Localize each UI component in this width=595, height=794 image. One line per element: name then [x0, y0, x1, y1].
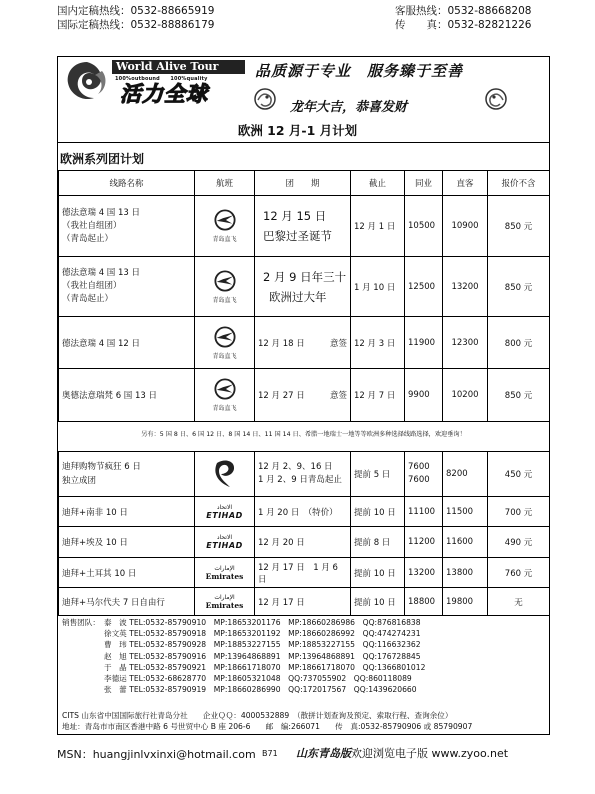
air-china-phoenix-icon	[208, 458, 242, 488]
footer-website: 山东青岛版欢迎浏览电子版 www.zyoo.net	[296, 747, 509, 760]
dates-cell: 1 月 20 日 （特价）	[255, 497, 351, 527]
extra-cost-cell: 700 元	[488, 497, 550, 527]
dates-cell: 12 月 15 日 巴黎过圣诞节	[255, 196, 351, 257]
direct-price-cell: 10200	[443, 369, 488, 422]
europe-tour-table	[58, 170, 550, 422]
direct-price-cell: 19800	[443, 588, 488, 616]
sales-contact: 于 晶 TEL:0532-85790921 MP:18661718070 MP:18661718070 QQ:1366801012	[104, 662, 426, 672]
header-extra: 报价不含	[488, 171, 550, 196]
table-row	[59, 527, 550, 558]
visa-note: 意签	[329, 391, 347, 401]
lufthansa-crane-icon	[209, 209, 241, 231]
route-cell: 迪拜+南非 10 日	[59, 497, 195, 527]
deadline-cell: 12 月 7 日	[351, 369, 405, 422]
visa-note: 意签	[329, 338, 347, 349]
lufthansa-crane-icon	[209, 326, 241, 348]
extra-cost-cell: 无	[488, 588, 550, 616]
lufthansa-crane-icon	[209, 270, 241, 292]
fax-line: 传 真：0532-82821226	[395, 19, 532, 31]
deadline-cell: 12 月 1 日	[351, 196, 405, 257]
trade-price-cell: 13200	[405, 558, 443, 588]
company-address: 地址：青岛市市南区香港中路 6 号世贸中心 B 座 206-6 邮 编:266071 传 真:0532-85790906 或 85790907	[62, 722, 473, 731]
direct-price-cell: 11600	[443, 527, 488, 558]
sales-contact: 泰 波 TEL:0532-85790910 MP:18653201176 MP:18660286986 QQ:876816838	[104, 618, 421, 627]
header-deadline: 截止	[351, 171, 405, 196]
logo-tagline: 100%outbound 100%quality	[115, 76, 208, 82]
divider	[58, 142, 549, 143]
new-year-greeting: 龙年大吉，恭喜发财	[290, 100, 408, 115]
header-direct-price: 直客	[443, 171, 488, 196]
table-row	[59, 369, 550, 422]
direct-price-cell: 10900	[443, 196, 488, 257]
dates-cell: 12 月 17 日 1 月 6 日	[255, 558, 351, 588]
route-cell: 迪拜+埃及 10 日	[59, 527, 195, 558]
trade-price-cell: 10500	[405, 196, 443, 257]
extra-cost-cell: 850 元	[488, 369, 550, 422]
airline-cell: 青岛直飞	[195, 369, 255, 422]
domestic-hotline: 国内定稿热线：0532-88665919	[57, 5, 215, 17]
sales-contact: 李德运 TEL:0532-68628770 MP:18605321048 QQ:737055902 QQ:860118089	[104, 674, 412, 683]
table-row	[59, 497, 550, 527]
route-cell: 德法意瑞 4 国 13 日 （我社自组团） （青岛起止）	[59, 257, 195, 317]
trade-price-cell: 7600 7600	[405, 452, 443, 497]
emirates-logo: الإمارات Emirates	[195, 558, 255, 588]
table-row	[59, 558, 550, 588]
deadline-cell: 提前 10 日	[351, 558, 405, 588]
dragon-decoration-icon	[483, 86, 509, 112]
dates-cell: 2 月 9 日年三十 欧洲过大年	[255, 257, 351, 317]
dates-cell: 12 月 17 日	[255, 588, 351, 616]
etihad-logo: الاتحاد ETIHAD	[195, 497, 255, 527]
table-row	[59, 452, 550, 497]
dubai-tour-table	[58, 451, 550, 616]
table-header-row	[59, 171, 550, 196]
dates-cell: 12 月 2、9、16 日 1 月 2、9 日青岛起止	[255, 452, 351, 497]
dates-cell: 12 月 20 日	[255, 527, 351, 558]
extra-cost-cell: 450 元	[488, 452, 550, 497]
lufthansa-crane-icon	[209, 378, 241, 400]
route-cell: 德法意瑞 4 国 13 日 （我社自组团） （青岛起止）	[59, 196, 195, 257]
extra-cost-cell: 490 元	[488, 527, 550, 558]
section-title: 欧洲系列团计划	[60, 152, 145, 166]
company-info: CITS 山东省中国国际旅行社青岛分社 企业ＱＱ：4000532889 （散拼计划查询及预定、索取行程、查询余位）	[62, 711, 453, 720]
route-cell: 奥德法意瑞梵 6 国 13 日	[59, 369, 195, 422]
extra-cost-cell: 850 元	[488, 257, 550, 317]
international-hotline: 国际定稿热线：0532-88886179	[57, 19, 215, 31]
route-cell: 迪拜+土耳其 10 日	[59, 558, 195, 588]
route-cell: 德法意瑞 4 国 12 日	[59, 317, 195, 369]
trade-price-cell: 12500	[405, 257, 443, 317]
header-dates: 团 期	[255, 171, 351, 196]
airline-cell: 青岛直飞	[195, 196, 255, 257]
trade-price-cell: 11900	[405, 317, 443, 369]
swirl-logo-icon	[62, 58, 112, 106]
header-trade-price: 同业	[405, 171, 443, 196]
table-row	[59, 196, 550, 257]
etihad-logo: الاتحاد ETIHAD	[195, 527, 255, 558]
header-route: 线路名称	[59, 171, 195, 196]
table-row	[59, 317, 550, 369]
deadline-cell: 12 月 3 日	[351, 317, 405, 369]
dragon-decoration-icon	[252, 86, 278, 112]
airline-cell: 青岛直飞	[195, 317, 255, 369]
route-cell: 迪拜+马尔代夫 7 日自由行	[59, 588, 195, 616]
msn-contact: MSN：huangjinlvxinxi@hotmail.com	[57, 748, 256, 761]
deadline-cell: 提前 10 日	[351, 588, 405, 616]
service-hotline: 客服热线：0532-88668208	[395, 5, 532, 17]
edition-brand: 山东青岛版	[296, 747, 351, 760]
trade-price-cell: 18800	[405, 588, 443, 616]
logo-chinese-name: 活力全球	[120, 82, 208, 106]
header-flight: 航班	[195, 171, 255, 196]
trade-price-cell: 11100	[405, 497, 443, 527]
route-cell: 迪拜购物节疯狂 6 日 独立成团	[59, 452, 195, 497]
dates-cell: 12 月 27 日 意签	[255, 369, 351, 422]
emirates-logo: الإمارات Emirates	[195, 588, 255, 616]
sales-contact: 徐文英 TEL:0532-85790918 MP:18653201192 MP:18660286992 QQ:474274231	[104, 629, 421, 639]
table-row	[59, 257, 550, 317]
company-logo	[60, 58, 247, 110]
direct-price-cell: 8200	[443, 452, 488, 497]
plan-title: 欧洲 12 月-1 月计划	[237, 123, 358, 138]
airline-cell: 青岛直飞	[195, 257, 255, 317]
deadline-cell: 提前 5 日	[351, 452, 405, 497]
extra-cost-cell: 850 元	[488, 196, 550, 257]
sales-contact: 曹 玮 TEL:0532-85790928 MP:18853227155 MP:18853227155 QQ:116632362	[104, 640, 421, 650]
slogan: 品质源于专业 服务臻于至善	[255, 62, 464, 80]
trade-price-cell: 9900	[405, 369, 443, 422]
extra-cost-cell: 760 元	[488, 558, 550, 588]
table-row	[59, 588, 550, 616]
direct-price-cell: 13800	[443, 558, 488, 588]
extra-cost-cell: 800 元	[488, 317, 550, 369]
deadline-cell: 1 月 10 日	[351, 257, 405, 317]
direct-price-cell: 13200	[443, 257, 488, 317]
sales-contact: 张 蕾 TEL:0532-85790919 MP:18660286990 QQ:172017567 QQ:1439620660	[104, 685, 417, 695]
airline-cell	[195, 452, 255, 497]
page-number: B71	[262, 749, 278, 758]
notice-text: 另有：5 国 8 日、6 国 12 日、8 国 14 日、11 国 14 日、希腊一地瑞士一地等等欧洲多种选择线路选择，欢迎垂询！	[58, 419, 549, 452]
deadline-cell: 提前 8 日	[351, 527, 405, 558]
deadline-cell: 提前 10 日	[351, 497, 405, 527]
sales-contact: 赵 旭 TEL:0532-85790916 MP:13964868891 MP:13964868891 QQ:176728845	[104, 651, 421, 661]
direct-price-cell: 11500	[443, 497, 488, 527]
trade-price-cell: 11200	[405, 527, 443, 558]
logo-english-name: World Alive Tour	[112, 60, 245, 74]
dates-cell: 12 月 18 日 意签	[255, 317, 351, 369]
sales-team-label: 销售团队：	[62, 618, 100, 627]
direct-price-cell: 12300	[443, 317, 488, 369]
